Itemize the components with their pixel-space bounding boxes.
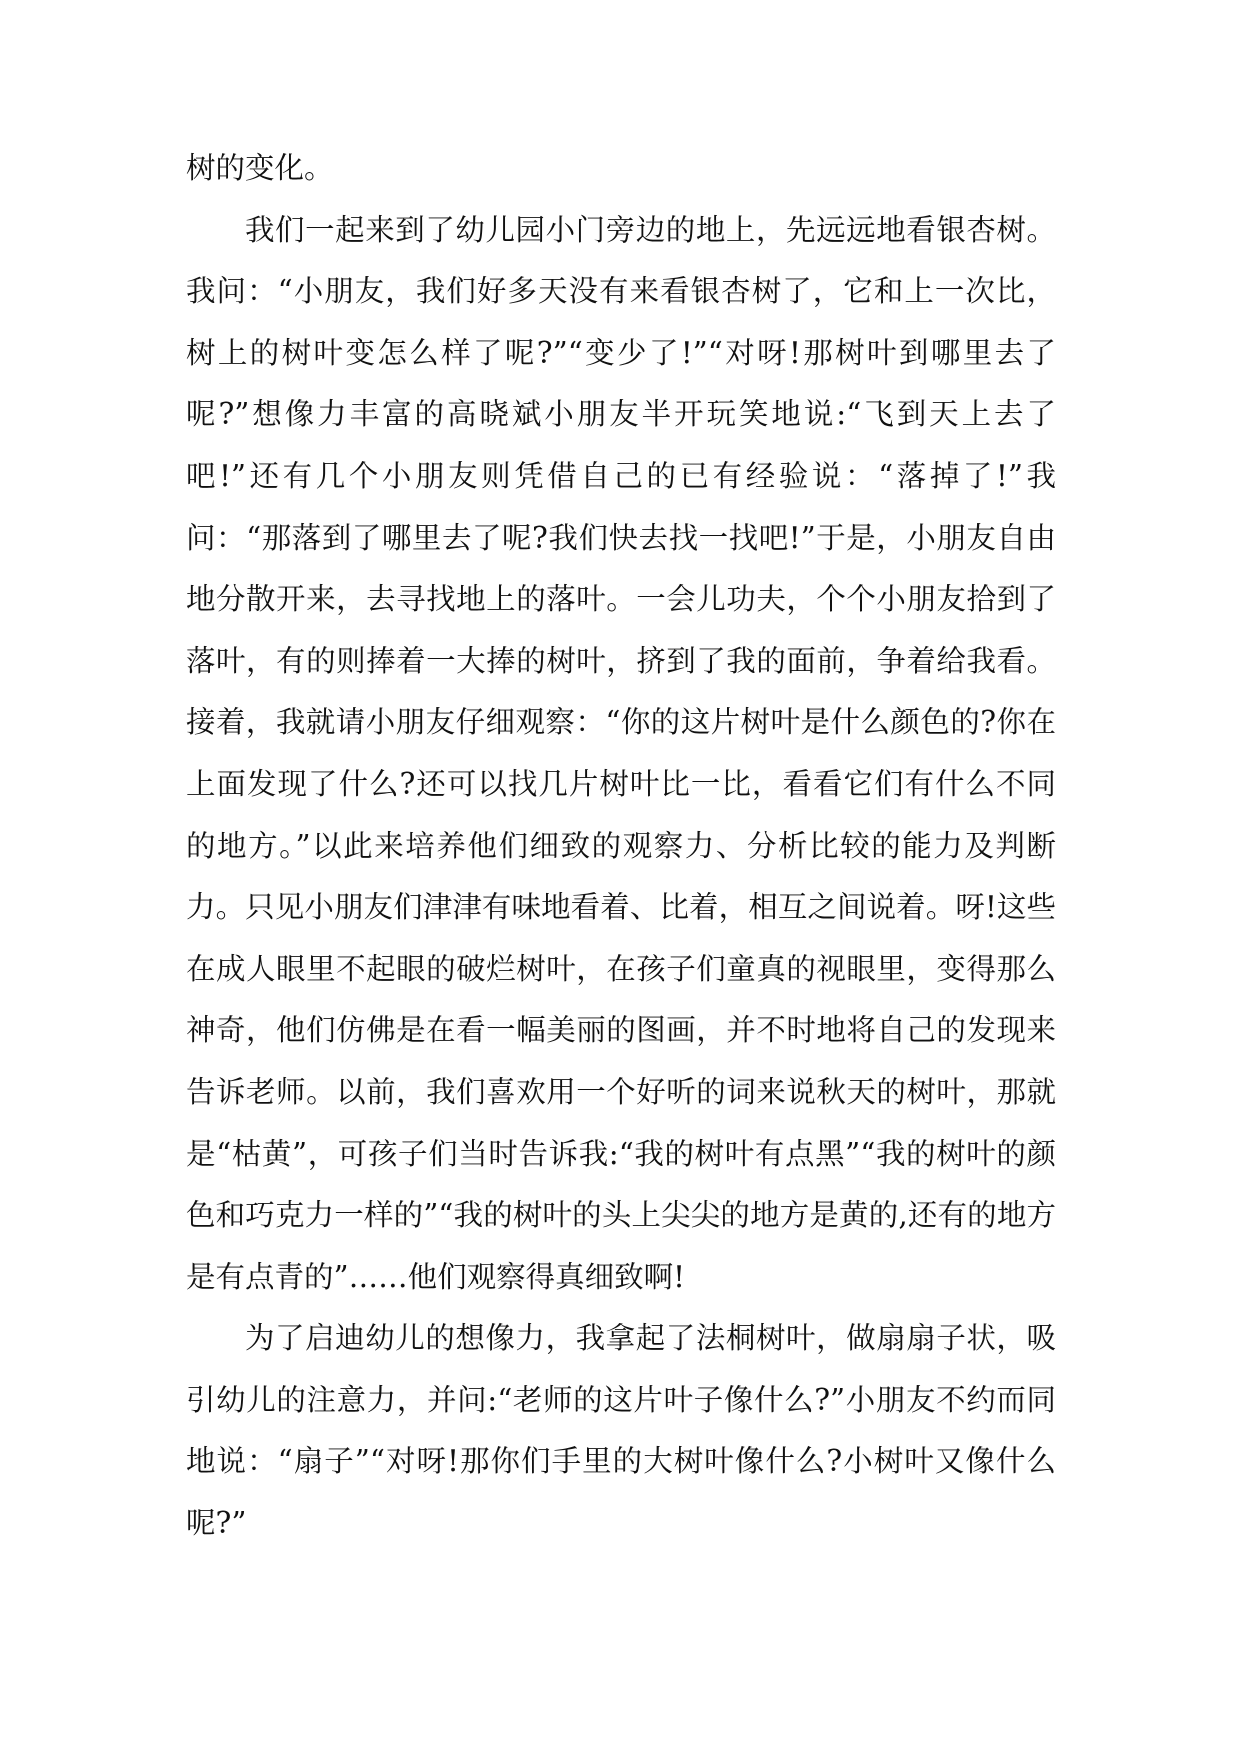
- paragraph-ginkgo-observation: 我们一起来到了幼儿园小门旁边的地上，先远远地看银杏树。我问：“小朋友，我们好多天没有来看银杏树了，它和上一次比，树上的树叶变怎么样了呢?”“变少了!”“对呀!那树叶到哪里去了呢?”想像力丰富的高晓斌小朋友半开玩笑地说:“飞到天上去了吧!”还有几个小朋友则凭借自己的已有经验说：“落掉了!”我问：“那落到了哪里去了呢?我们快去找一找吧!”于是，小朋友自由地分散开来，去寻找地上的落叶。一会儿功夫，个个小朋友拾到了落叶，有的则捧着一大捧的树叶，挤到了我的面前，争着给我看。接着，我就请小朋友仔细观察：“你的这片树叶是什么颜色的?你在上面发现了什么?还可以找几片树叶比一比，看看它们有什么不同的地方。”以此来培养他们细致的观察力、分析比较的能力及判断力。只见小朋友们津津有味地看着、比着，相互之间说着。呀!这些在成人眼里不起眼的破烂树叶，在孩子们童真的视眼里，变得那么神奇，他们仿佛是在看一幅美丽的图画，并不时地将自己的发现来告诉老师。以前，我们喜欢用一个好听的词来说秋天的树叶，那就是“枯黄”，可孩子们当时告诉我:“我的树叶有点黑”“我的树叶的颜色和巧克力一样的”“我的树叶的头上尖尖的地方是黄的,还有的地方是有点青的”……他们观察得真细致啊!: [186, 212, 1056, 1294]
- body-text: [186, 138, 1056, 1555]
- paragraph-imagination: 为了启迪幼儿的想像力，我拿起了法桐树叶，做扇扇子状，吸引幼儿的注意力，并问:“老师的这片叶子像什么?”小朋友不约而同地说：“扇子”“对呀!那你们手里的大树叶像什么?小树叶又像什么呢?”: [186, 1321, 1056, 1541]
- paragraph-continuation: 树的变化。: [186, 151, 334, 185]
